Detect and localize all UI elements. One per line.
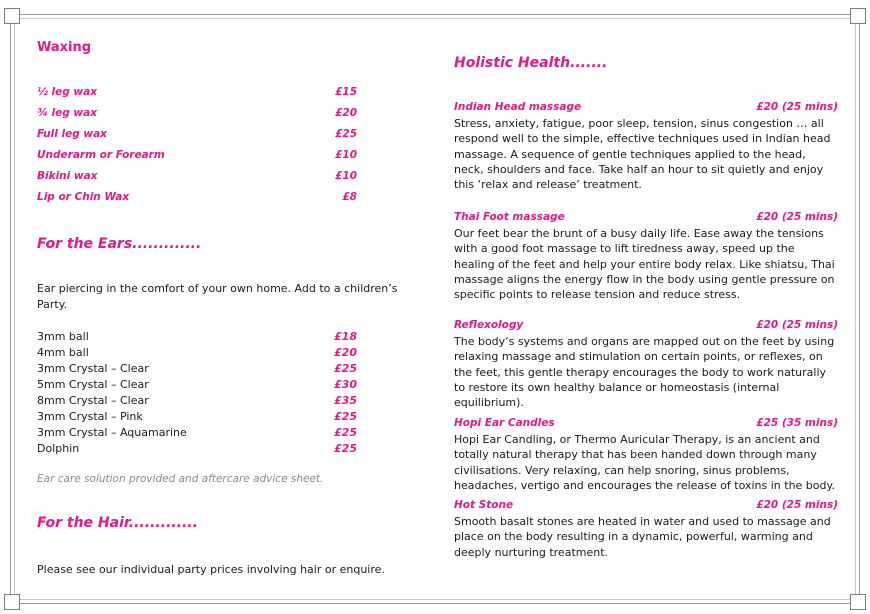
ear-item-label: 3mm ball (37, 330, 89, 343)
hair-text: Please see our individual party prices involving hair or enquire. (37, 563, 385, 576)
service-header (454, 499, 838, 514)
service-price: £20 (25 mins) (756, 211, 838, 223)
waxing-item-label: ½ leg wax (37, 86, 97, 98)
ear-item (37, 410, 357, 423)
service-price: £20 (25 mins) (756, 499, 838, 511)
corner-ornament-bottom-left (4, 594, 20, 610)
ear-item (37, 378, 357, 391)
ear-item-label: 8mm Crystal – Clear (37, 394, 149, 407)
waxing-item-label: Underarm or Forearm (37, 149, 165, 161)
waxing-item-price: £8 (342, 191, 357, 203)
corner-ornament-top-right (850, 8, 866, 24)
waxing-item (37, 170, 357, 182)
waxing-heading: Waxing (37, 40, 92, 55)
waxing-item (37, 86, 357, 98)
ear-item (37, 330, 357, 343)
corner-ornament-bottom-right (850, 594, 866, 610)
ear-item-label: 3mm Crystal – Pink (37, 410, 143, 423)
service-hopi-ear-candles (454, 417, 838, 493)
ear-item-price: £30 (334, 378, 357, 391)
waxing-item-price: £25 (335, 128, 357, 140)
service-name: Reflexology (454, 319, 524, 331)
service-name: Hot Stone (454, 499, 514, 511)
waxing-item-price: £20 (335, 107, 357, 119)
service-reflexology (454, 319, 838, 410)
service-header (454, 417, 838, 432)
service-description: Our feet bear the brunt of a busy daily life. Ease away the tensions with a good foot massage to lift tiredness away, speed up the healing of the feet and help your entire body relax. Like shiatsu, Thai massage aligns the energy flow in the body using gentle pressure on specific points to release tension and reduce stress. (454, 227, 835, 302)
waxing-item-label: Full leg wax (37, 128, 107, 140)
waxing-item (37, 149, 357, 161)
ear-item (37, 394, 357, 407)
ear-item-price: £25 (334, 426, 357, 439)
service-name: Hopi Ear Candles (454, 417, 555, 429)
waxing-item-price: £10 (335, 149, 357, 161)
service-header (454, 319, 838, 334)
ear-item (37, 442, 357, 455)
ear-item-price: £35 (334, 394, 357, 407)
ear-item-label: 5mm Crystal – Clear (37, 378, 149, 391)
service-name: Thai Foot massage (454, 211, 565, 223)
service-description: Smooth basalt stones are heated in water and used to massage and place on the body resulting in a dynamic, powerful, warming and deeply nurturing treatment. (454, 515, 831, 559)
service-price: £20 (25 mins) (756, 319, 838, 331)
waxing-item-label: Lip or Chin Wax (37, 191, 130, 203)
service-description: The body’s systems and organs are mapped out on the feet by using relaxing massage and stimulation on certain points, or reflexes, on the feet, this gentle therapy encourages the body to work naturally to restore its own healthy balance or homeostasis (internal equilibrium). (454, 335, 835, 410)
waxing-item (37, 107, 357, 119)
ear-item-price: £20 (334, 346, 357, 359)
ears-intro: Ear piercing in the comfort of your own home. Add to a children’s Party. (37, 282, 398, 311)
ear-item-label: 4mm ball (37, 346, 89, 359)
waxing-item-label: ¾ leg wax (37, 107, 97, 119)
waxing-item-label: Bikini wax (37, 170, 98, 182)
ear-item-price: £18 (334, 330, 357, 343)
ear-item (37, 346, 357, 359)
holistic-heading: Holistic Health....... (454, 55, 608, 71)
service-indian-head-massage (454, 101, 838, 192)
service-price: £20 (25 mins) (756, 101, 838, 113)
ear-item-label: Dolphin (37, 442, 80, 455)
waxing-item-price: £10 (335, 170, 357, 182)
ear-item-label: 3mm Crystal – Clear (37, 362, 149, 375)
ear-item-price: £25 (334, 410, 357, 423)
ear-item-price: £25 (334, 442, 357, 455)
service-description: Stress, anxiety, fatigue, poor sleep, tension, sinus congestion … all respond well to the simple, effective techniques used in Indian head massage. A sequence of gentle techniques applied to the head, neck, shoulders and face. Take half an hour to sit quietly and enjoy this ‘relax and release’ treatment. (454, 117, 831, 192)
service-name: Indian Head massage (454, 101, 582, 113)
ears-heading: For the Ears............. (37, 236, 202, 252)
hair-heading: For the Hair............. (37, 515, 198, 531)
service-thai-foot-massage (454, 211, 838, 302)
ear-item (37, 362, 357, 375)
service-description: Hopi Ear Candling, or Thermo Auricular Therapy, is an ancient and totally natural therapy that has been handed down through many civilisations. Very relaxing, can help snoring, sinus problems, headaches, vertigo and encourages the release of toxins in the body. (454, 433, 835, 492)
ear-item-label: 3mm Crystal – Aquamarine (37, 426, 187, 439)
waxing-item (37, 191, 357, 203)
service-price: £25 (35 mins) (756, 417, 838, 429)
corner-ornament-top-left (4, 8, 20, 24)
ears-aftercare-note: Ear care solution provided and aftercare advice sheet. (37, 473, 324, 485)
ear-item (37, 426, 357, 439)
service-hot-stone (454, 499, 838, 560)
ear-item-price: £25 (334, 362, 357, 375)
waxing-item (37, 128, 357, 140)
service-header (454, 211, 838, 226)
waxing-item-price: £15 (335, 86, 357, 98)
service-header (454, 101, 838, 116)
